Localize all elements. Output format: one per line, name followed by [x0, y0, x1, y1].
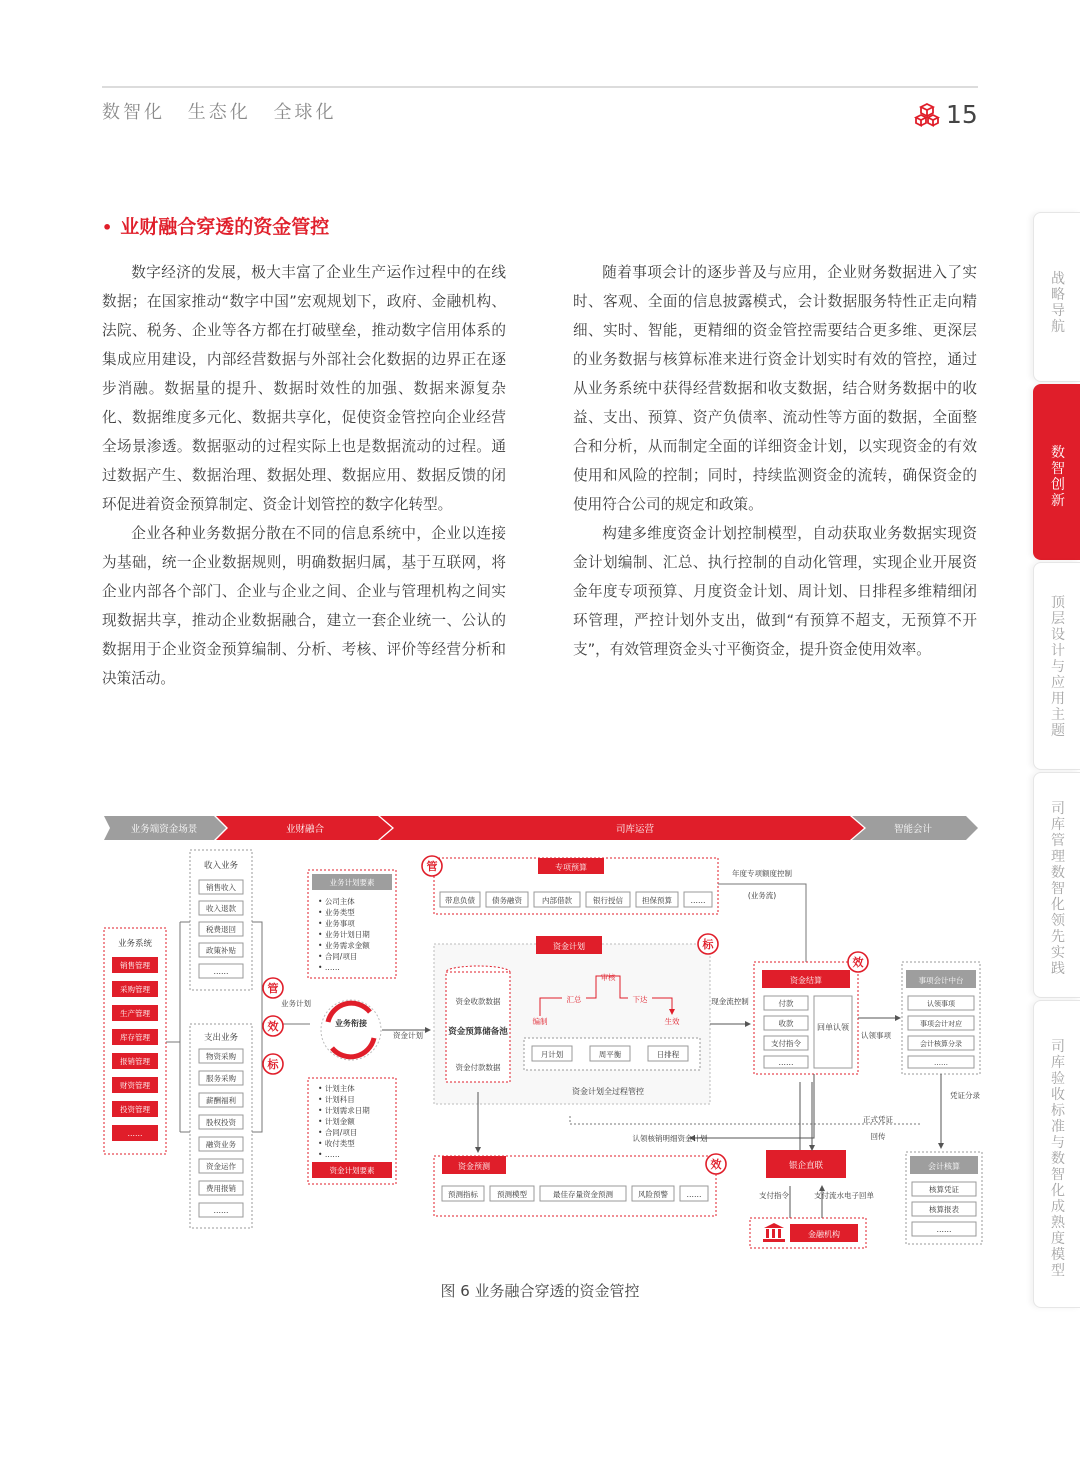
cubes-icon	[914, 102, 940, 128]
list-item: • 收付类型	[318, 1139, 355, 1148]
paragraph: 数字经济的发展，极大丰富了企业生产运作过程中的在线数据；在国家推动“数字中国”宏观规划下，政府、金融机构、法院、税务、企业等各方都在打破壁垒，推动数字信用体系的集成应用建设，内部经营数据与外部社会化数据的边界正在逐步消融。数据量的提升、数据时效性的加强、数据来源复杂化、数据维度多元化、数据共享化，促使资金管控向企业经营全场景渗透。数据驱动的过程实际上也是数据流动的过程。通过数据产生、数据治理、数据处理、数据应用、数据反馈的闭环促进着资金预算制定、资金计划管控的数字化转型。	[102, 264, 506, 513]
list-item: 服务采购	[206, 1074, 236, 1083]
list-item: ……	[213, 967, 229, 976]
bank-title: 银企直联	[788, 1161, 824, 1171]
full-process-label: 资金计划全过程管控	[572, 1087, 644, 1096]
list-item: 会计核算分录	[920, 1040, 962, 1048]
list-item: 核算报表	[929, 1205, 959, 1214]
list-item: • 计划金额	[318, 1117, 355, 1126]
sidebar-tab-label: 战 略 导 航	[1051, 271, 1065, 335]
list-item: 债务融资	[492, 896, 522, 905]
sidebar-tab-label: 顶 层 设 计 与 应 用 主 题	[1051, 595, 1065, 739]
period-item: 月计划	[540, 1050, 564, 1059]
fund-control-diagram	[100, 812, 984, 1254]
list-item: • 公司主体	[318, 897, 355, 906]
business-link-label: 业务衔接	[335, 1019, 367, 1028]
list-item: • 业务需求金额	[318, 941, 370, 950]
sidebar-tab-standards[interactable]	[1033, 1000, 1080, 1308]
sidebar-tab-design[interactable]	[1033, 562, 1080, 770]
section-title	[102, 212, 329, 239]
guan-label: 管	[267, 982, 279, 995]
list-item: 税费退回	[206, 925, 236, 934]
header-tags	[102, 98, 350, 124]
flow-step: 生效	[664, 1017, 680, 1026]
special-budget-title: 专项预算	[555, 863, 587, 872]
list-item: • 业务事项	[318, 919, 355, 928]
list-item: ……	[936, 1225, 952, 1234]
list-item: 内部借款	[542, 896, 572, 905]
pool-mid-label: 资金预算储备池	[448, 1027, 508, 1037]
list-item: ……	[686, 1190, 702, 1199]
list-item: • 计划需求日期	[318, 1106, 370, 1115]
list-item: 支付指令	[771, 1039, 801, 1048]
business-system-title: 业务系统	[117, 939, 153, 949]
list-item: 融资业务	[206, 1140, 236, 1149]
list-item: 股权投资	[206, 1118, 236, 1127]
list-item: ……	[127, 1129, 143, 1138]
bullet-icon: •	[102, 218, 113, 237]
list-item: ……	[213, 1206, 229, 1215]
flow-step: 汇总	[566, 995, 582, 1004]
list-item: 薪酬福利	[206, 1096, 236, 1105]
list-item: 财资管理	[120, 1081, 150, 1090]
header-tag-1: 数智化	[102, 102, 165, 123]
claim-writeoff-label: 认领核销明细资金计划	[632, 1134, 708, 1143]
settlement-title: 资金结算	[790, 976, 822, 985]
xiao-label: 效	[710, 1158, 722, 1171]
page-number: 15	[946, 100, 978, 129]
connector	[166, 922, 190, 1132]
pool-top-label: 资金收款数据	[455, 997, 501, 1006]
business-link-ring	[321, 1000, 381, 1060]
list-item: 风险预警	[638, 1190, 668, 1199]
sidebar-tab-practice[interactable]	[1033, 772, 1080, 998]
list-item: 付款	[778, 999, 794, 1008]
forecast-title: 资金预测	[458, 1162, 490, 1171]
biao-label: 标	[267, 1058, 279, 1071]
list-item: 报销管理	[120, 1057, 150, 1066]
voucher-split-label: 凭证分录	[950, 1091, 980, 1100]
return-label: 回传	[870, 1132, 886, 1141]
fund-plan-title: 资金计划	[553, 942, 585, 951]
biao-label: 标	[702, 938, 714, 951]
sidebar-tab-label: 数 智 创 新	[1051, 445, 1065, 509]
receipt-label: 回单认领	[817, 1023, 849, 1032]
flow-step: 编制	[532, 1017, 548, 1026]
list-item: • 业务类型	[318, 908, 355, 917]
sidebar-tab-label: 司 库 管 理 数 智 化 领 先 实 践	[1051, 801, 1065, 977]
paragraph: 企业各种业务数据分散在不同的信息系统中，企业以连接为基础，统一企业数据规则，明确数据归属，基于互联网，将企业内部各个部门、企业与企业之间、企业与管理机构之间实现数据共享，推动企业数据融合，建立一套企业统一、公认的数据用于企业资金预算编制、分析、考核、评价等经营分析和决策活动。	[102, 525, 506, 687]
pay-instruction-label: 支付指令	[759, 1191, 789, 1200]
list-item: • 业务计划日期	[318, 930, 370, 939]
list-item: 担保预算	[642, 896, 672, 905]
pool-bottom-label: 资金付款数据	[455, 1063, 501, 1072]
list-item: 销售收入	[206, 883, 236, 892]
annual-control-sub-label: (业务流)	[747, 891, 777, 900]
guan-label: 管	[426, 860, 438, 873]
list-item: • 计划科目	[318, 1095, 355, 1104]
claim-items-label: 认领事项	[861, 1031, 891, 1040]
list-item: 核算凭证	[929, 1185, 959, 1194]
list-item: 采购管理	[120, 985, 150, 994]
list-item: 生产管理	[120, 1009, 150, 1018]
list-item: ……	[934, 1059, 948, 1067]
stage-label: 业财融合	[285, 824, 325, 835]
expense-title: 支出业务	[203, 1033, 239, 1043]
list-item: 银行授信	[593, 896, 623, 905]
fund-plan-label: 资金计划	[393, 1031, 423, 1040]
paragraph: 构建多维度资金计划控制模型，自动获取业务数据实现资金计划编制、汇总、执行控制的自动化管理，实现企业开展资金年度专项预算、月度资金计划、周计划、日排程多维精细闭环管理，严控计划外支出，做到“有预算不超支，无预算不开支”，有效管理资金头寸平衡资金，提升资金使用效率。	[573, 525, 977, 658]
list-item: 销售管理	[120, 961, 150, 970]
stage-label: 司库运营	[615, 824, 655, 835]
list-item: 事项会计对应	[920, 1020, 962, 1028]
list-item: 收款	[778, 1019, 794, 1028]
cashflow-label: 现金流控制	[711, 997, 749, 1006]
list-item: 费用报销	[206, 1184, 236, 1193]
header-divider	[102, 86, 978, 88]
header-tag-2: 生态化	[187, 102, 251, 123]
accounting-title: 会计核算	[928, 1162, 960, 1171]
pay-flow-label: 支付流水电子回单	[814, 1191, 874, 1200]
list-item: 最佳存量资金预测	[553, 1190, 613, 1199]
fund-elements-title: 资金计划要素	[329, 1166, 375, 1175]
header-tag-3: 全球化	[273, 102, 337, 123]
list-item: 投资管理	[120, 1105, 150, 1114]
list-item: • 合同/项目	[318, 952, 358, 961]
section-title-text: 业财融合穿透的资金管控	[120, 216, 330, 238]
list-item: 库存管理	[120, 1033, 150, 1042]
list-item: 预测指标	[448, 1190, 478, 1199]
list-item: • ……	[318, 963, 340, 972]
xiao-label: 效	[852, 956, 864, 969]
list-item: ……	[778, 1058, 794, 1067]
list-item: • ……	[318, 1150, 340, 1159]
annual-control-label: 年度专项额度控制	[732, 869, 792, 878]
list-item: 带息负债	[445, 896, 475, 905]
sidebar-tab-strategy[interactable]	[1033, 212, 1080, 382]
paragraph: 随着事项会计的逐步普及与应用，企业财务数据进入了实时、客观、全面的信息披露模式，会计数据服务特性正走向精细、实时、智能，更精细的资金管控需要结合更多维、更深层的业务数据与核算标准来进行资金计划实时有效的管控，通过从业务系统中获得经营数据和收支数据，结合财务数据中的收益、支出、预算、资产负债率、流动性等方面的数据，全面整合和分析，从而制定全面的详细资金计划，以实现资金的有效使用和风险的控制；同时，持续监测资金的流转，确保资金的使用符合公司的规定和政策。	[573, 264, 977, 513]
list-item: 预测模型	[497, 1190, 527, 1199]
formal-voucher-label: 正式凭证	[863, 1115, 893, 1124]
period-item: 周平衡	[598, 1050, 622, 1059]
plan-elements-title: 业务计划要素	[329, 878, 375, 887]
list-item: • 合同/项目	[318, 1128, 358, 1137]
list-item: 认领事项	[927, 1000, 955, 1008]
flow-step: 下达	[632, 995, 648, 1004]
connector	[800, 1082, 812, 1150]
list-item: • 计划主体	[318, 1084, 355, 1093]
right-column	[573, 258, 977, 664]
list-item: 物资采购	[206, 1052, 236, 1061]
figure-caption: 图 6 业务融合穿透的资金管控	[440, 1282, 640, 1300]
finance-org-title: 金融机构	[808, 1230, 840, 1239]
event-center-title: 事项会计中台	[918, 976, 964, 985]
left-column	[102, 258, 506, 693]
xiao-label: 效	[267, 1020, 279, 1033]
business-plan-label: 业务计划	[281, 999, 311, 1008]
stage-label: 智能会计	[893, 824, 933, 835]
period-item: 日排程	[656, 1050, 680, 1059]
sidebar-tab-label: 司 库 验 收 标 准 与 数 智 化 成 熟 度 模 型	[1051, 1039, 1065, 1279]
sidebar-tab-innovation[interactable]	[1033, 384, 1080, 560]
income-title: 收入业务	[203, 861, 239, 871]
flow-step: 审核	[600, 973, 616, 982]
list-item: 资金运作	[206, 1162, 236, 1171]
list-item: 收入退款	[206, 904, 236, 913]
stage-label: 业务端资金场景	[130, 824, 198, 835]
list-item: 政策补贴	[206, 946, 236, 955]
list-item: ……	[690, 896, 706, 905]
